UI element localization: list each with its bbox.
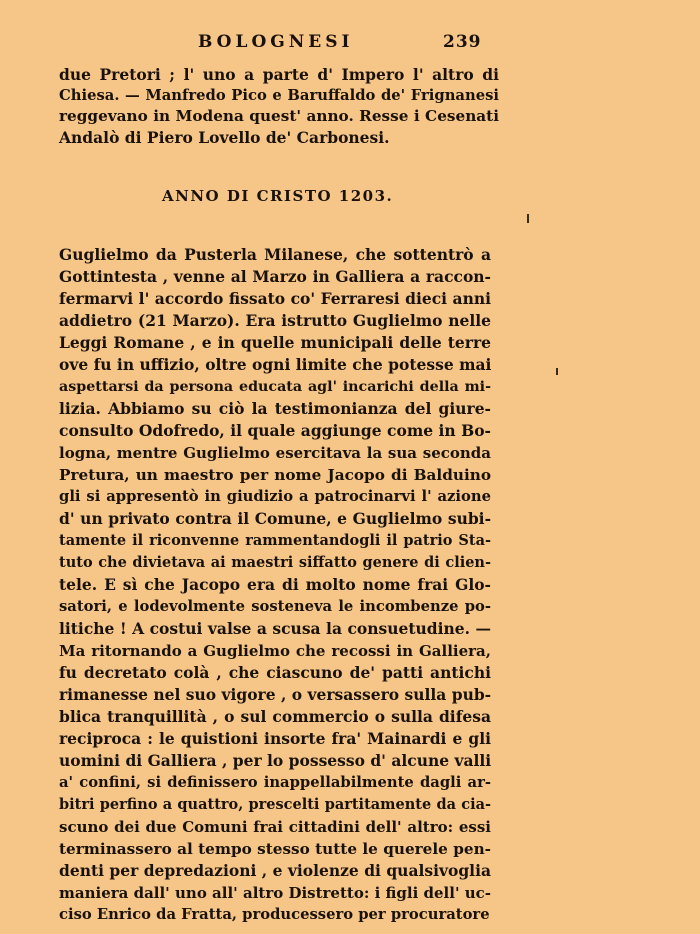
text-line: reciproca : le quistioni insorte fra' Mainardi e gli <box>59 729 491 748</box>
text-line: scuno dei due Comuni frai cittadini dell' altro: essi <box>59 818 491 836</box>
text-line: gli si appresentò in giudizio a patrocinarvi l' azione <box>59 488 491 505</box>
text-line: Chiesa. — Manfredo Pico e Baruffaldo de' Frignanesi <box>59 87 499 104</box>
text-line: blica tranquillità , o sul commercio o sulla difesa <box>59 707 491 726</box>
page-number: 239 <box>443 32 482 52</box>
text-line: litiche ! A costui valse a scusa la consuetudine. — <box>59 619 491 638</box>
text-line: lizia. Abbiamo su ciò la testimonianza del giure- <box>59 399 491 418</box>
text-line: terminassero al tempo stesso tutte le querele pen- <box>59 840 491 858</box>
margin-speck <box>556 368 558 375</box>
text-line: Andalò di Piero Lovello de' Carbonesi. <box>59 128 390 147</box>
text-line: maniera dall' uno all' altro Distretto: i figli dell' uc- <box>59 884 492 902</box>
text-line: fu decretato colà , che ciascuno de' patti antichi <box>59 663 491 682</box>
text-line: d' un privato contra il Comune, e Guglielmo subi- <box>59 509 491 528</box>
text-line: addietro (21 Marzo). Era istrutto Guglielmo nelle <box>59 311 491 330</box>
text-line: logna, mentre Guglielmo esercitava la sua seconda <box>59 444 491 462</box>
text-line: a' confini, si definissero inappellabilmente dagli ar- <box>59 774 491 791</box>
text-line: aspettarsi da persona educata agl' incarichi della mi- <box>59 379 491 395</box>
text-line: tele. E sì che Jacopo era di molto nome frai Glo- <box>59 575 491 594</box>
text-line: tuto che divietava ai maestri siffatto genere di clien- <box>59 554 491 571</box>
text-line: consulto Odofredo, il quale aggiunge come in Bo- <box>59 421 491 440</box>
text-line: reggevano in Modena quest' anno. Resse i Cesenati <box>59 107 499 125</box>
text-line: due Pretori ; l' uno a parte d' Impero l' altro di <box>59 65 499 84</box>
text-line: Gottintesta , venne al Marzo in Galliera a raccon- <box>59 267 491 286</box>
text-line: Ma ritornando a Guglielmo che recossi in Galliera, <box>59 642 491 660</box>
text-line: Guglielmo da Pusterla Milanese, che sottentrò a <box>59 245 491 264</box>
running-title: BOLOGNESI <box>198 32 354 52</box>
continued-paragraph <box>59 64 499 148</box>
text-line: uomini di Galliera , per lo possesso d' alcune valli <box>59 751 492 770</box>
text-line: rimanesse nel suo vigore , o versassero sulla pub- <box>59 685 492 704</box>
year-heading: ANNO DI CRISTO 1203. <box>162 187 394 205</box>
text-line: tamente il riconvenne rammentandogli il patrio Sta- <box>59 532 491 549</box>
text-line: ciso Enrico da Fratta, producessero per procuratore <box>59 906 490 923</box>
margin-speck <box>527 214 529 223</box>
text-line: denti per depredazioni , e violenze di qualsivoglia <box>59 861 491 880</box>
text-line: fermarvi l' accordo fissato co' Ferraresi dieci anni <box>59 289 491 308</box>
running-head <box>0 32 700 56</box>
text-line: Leggi Romane , e in quelle municipali delle terre <box>59 333 491 352</box>
text-line: ove fu in uffizio, oltre ogni limite che potesse mai <box>59 355 492 374</box>
text-line: satori, e lodevolmente sosteneva le incombenze po- <box>59 598 491 615</box>
text-line: bitri perfino a quattro, prescelti partitamente da cia- <box>59 796 491 813</box>
text-line: Pretura, un maestro per nome Jacopo di Balduino <box>59 466 491 484</box>
body-paragraph <box>59 244 491 926</box>
